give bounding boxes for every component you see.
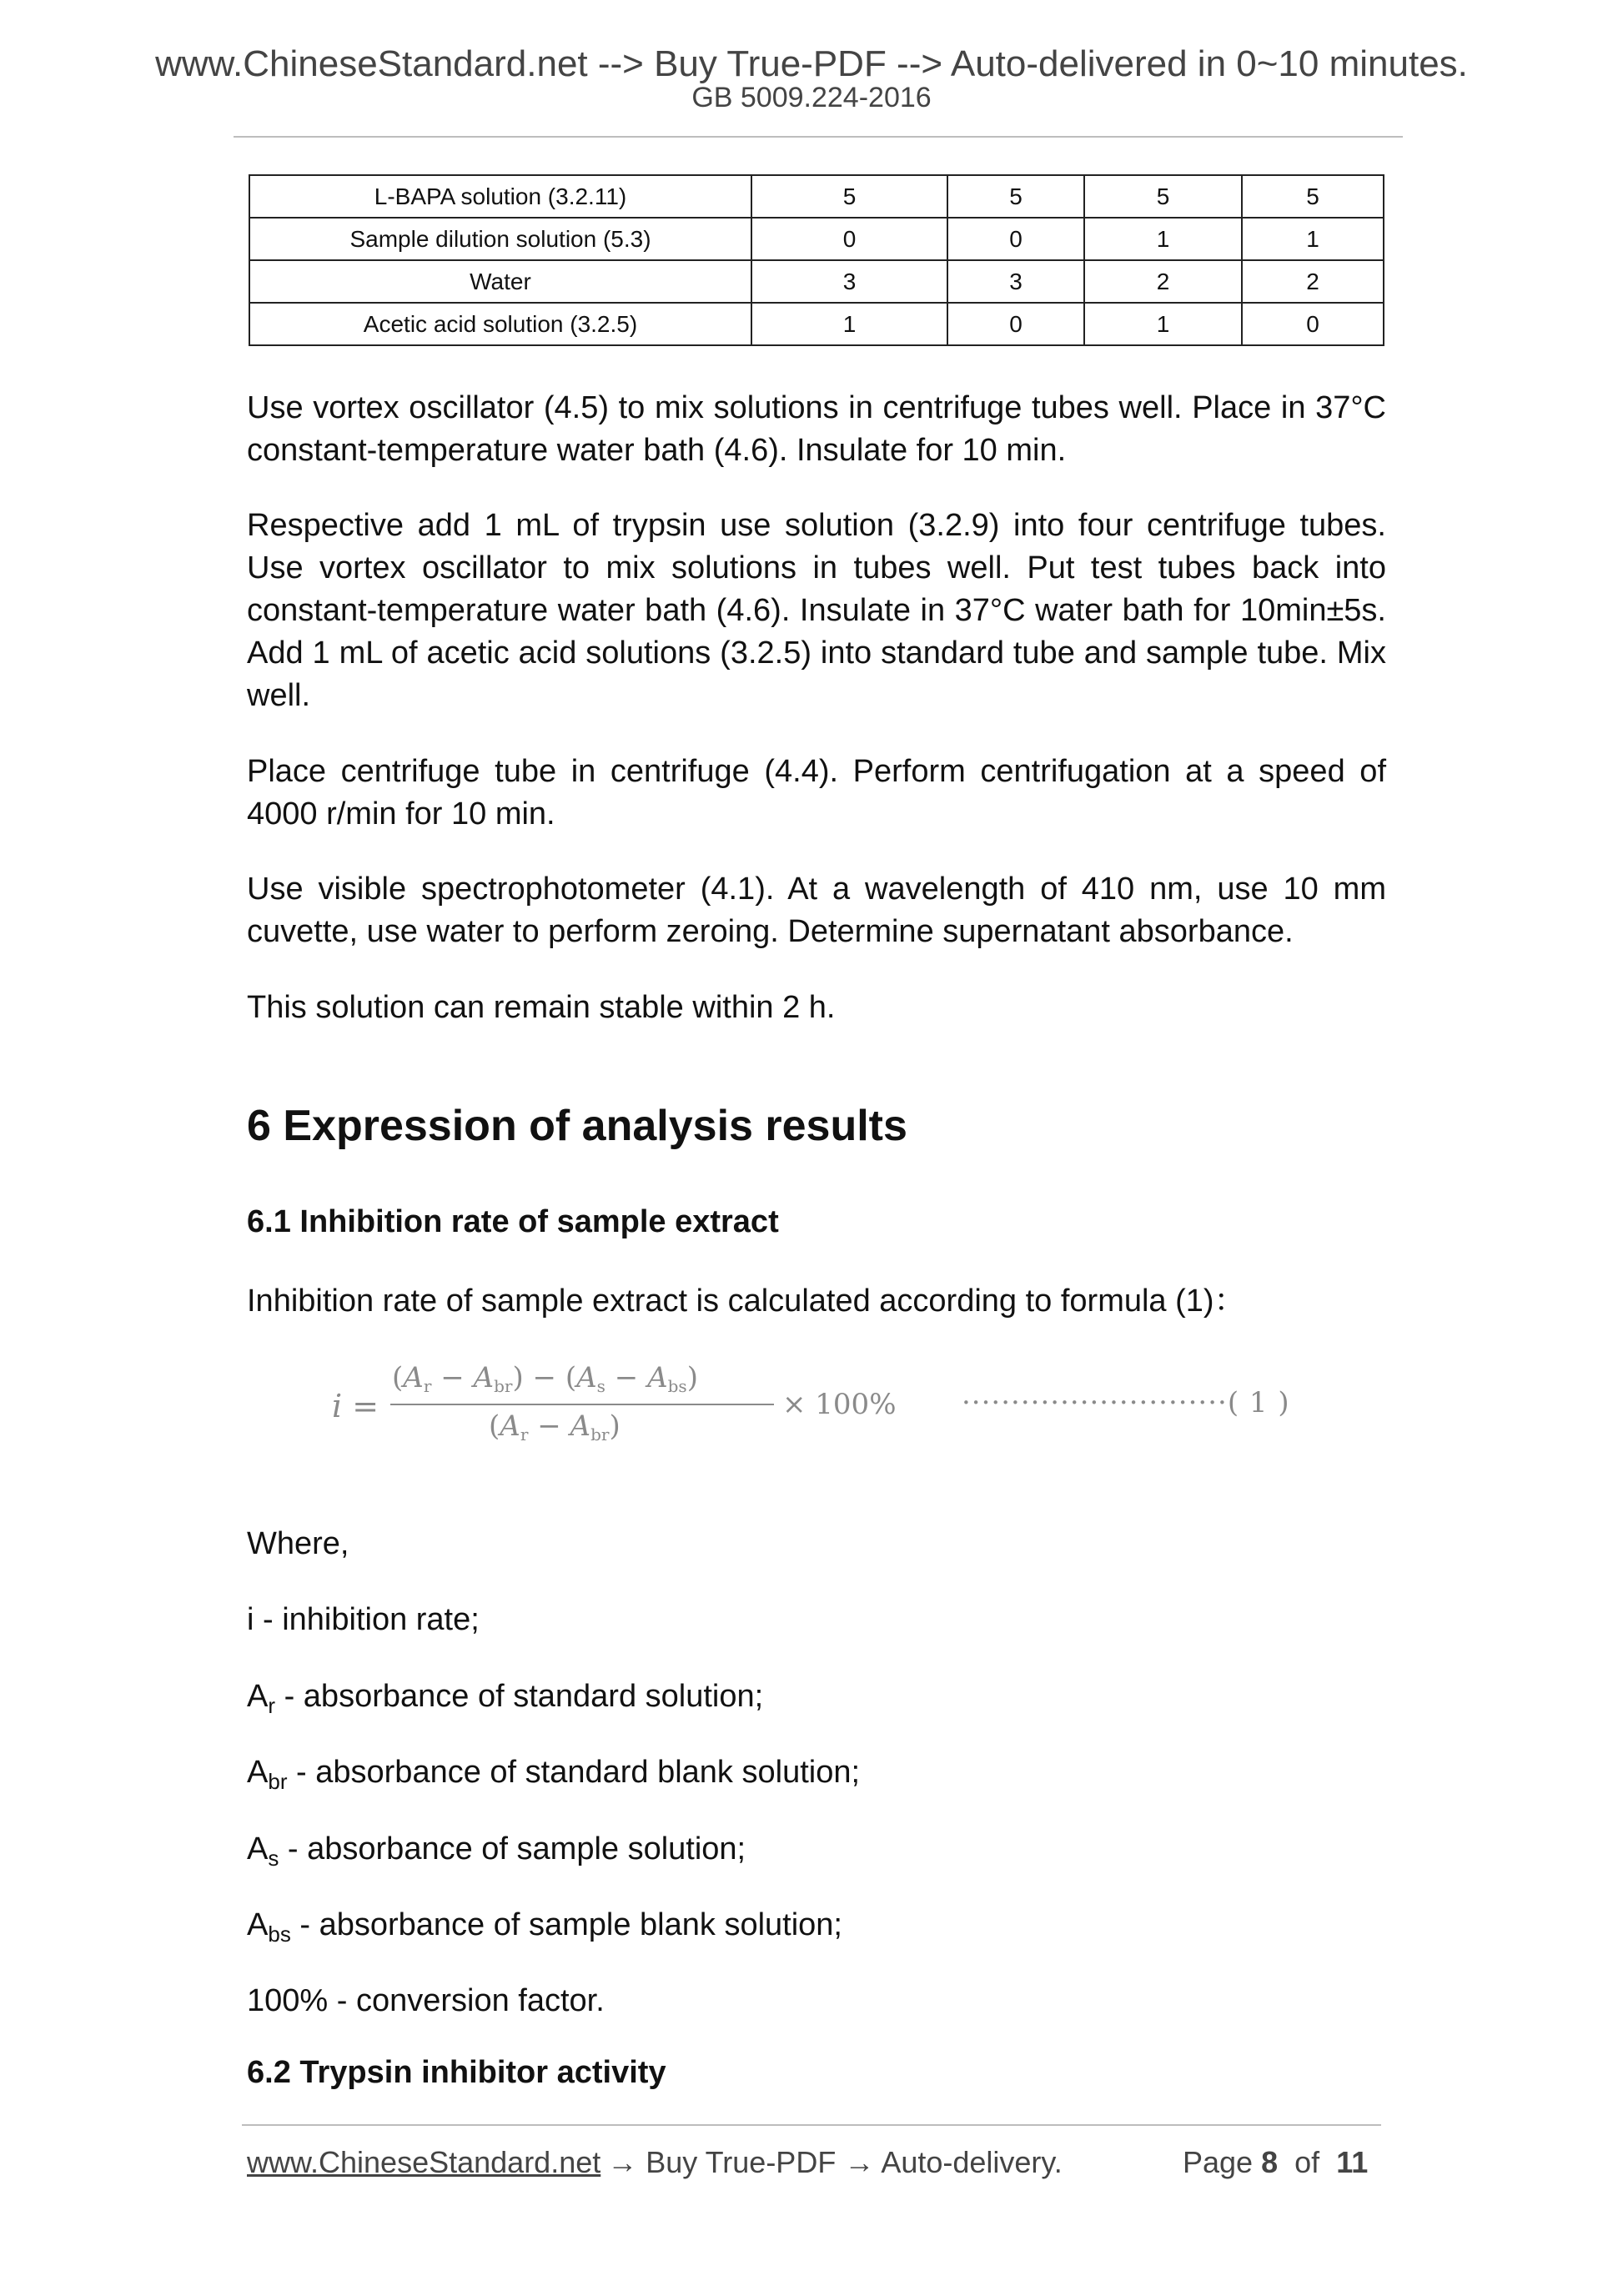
paragraph-centrifugation: Place centrifuge tube in centrifuge (4.4). Perform centrifugation at a speed of 4000 r/min for 10 min. [247, 754, 1386, 831]
formula-numerator: $(A_r - A_{br}) - (A_s - A_{bs})$ [392, 1361, 698, 1396]
definition-i: i - inhibition rate; [247, 1602, 480, 1637]
definition-as: $A_s$ - absorbance of sample solution; [247, 1831, 746, 1871]
definition-ar: $A_r$ - absorbance of standard solution; [247, 1679, 764, 1718]
formula-1 [332, 1359, 1391, 1451]
document-code: GB 5009.224-2016 [691, 82, 932, 113]
formula-lhs: i = [332, 1388, 379, 1424]
footer-site-link[interactable]: www.ChineseStandard.net [247, 2145, 601, 2179]
table-cell: 3 [947, 260, 1084, 303]
table-cell: 5 [1242, 175, 1384, 218]
paragraph-formula-intro: Inhibition rate of sample extract is calculated according to formula (1)： [247, 1284, 1246, 1319]
table-cell: 5 [947, 175, 1084, 218]
footer-page-info: Page 8 of 11 [1183, 2145, 1369, 2179]
arrow-icon: → [607, 2145, 638, 2179]
formula-percent-factor: × 100% [782, 1388, 897, 1421]
section-6-2-heading: 6.2 Trypsin inhibitor activity [247, 2055, 666, 2090]
arrow-icon: → [844, 2145, 875, 2179]
table-cell: 2 [1084, 260, 1242, 303]
reagent-table [249, 174, 1384, 346]
section-6-1-heading: 6.1 Inhibition rate of sample extract [247, 1204, 779, 1239]
formula-denominator: $(A_r - A_{br})$ [489, 1409, 621, 1444]
table-cell: 0 [947, 303, 1084, 345]
header-banner: www.ChineseStandard.net --> Buy True-PDF --> Auto-delivered in 0~10 minutes. [155, 43, 1468, 84]
table-cell: 1 [1242, 218, 1384, 260]
table-cell: 1 [1084, 218, 1242, 260]
table-cell: 0 [751, 218, 947, 260]
page-number: 8 [1261, 2145, 1279, 2179]
table-cell-label: L-BAPA solution (3.2.11) [249, 175, 751, 218]
table-row [249, 303, 1384, 345]
paragraph-trypsin-addition: Respective add 1 mL of trypsin use solution (3.2.9) into four centrifuge tubes. Use vortex oscillator to mix solutions in tubes well. Put test tubes back into constant-temperature water bath (4.6). Insulate in 37°C water bath for 10min±5s. Add 1 mL of acetic acid solutions (3.2.5) into standard tube and sample tube. Mix well. [247, 508, 1386, 713]
formula-leader: ···························( 1 ) [962, 1386, 1290, 1419]
page-total: 11 [1336, 2145, 1369, 2179]
table-cell: 5 [751, 175, 947, 218]
table-cell: 0 [947, 218, 1084, 260]
table-row [249, 175, 1384, 218]
definition-abr: $A_{br}$ - absorbance of standard blank solution; [247, 1755, 861, 1794]
footer-divider [242, 2124, 1381, 2126]
table-row [249, 218, 1384, 260]
paragraph-vortex-mix: Use vortex oscillator (4.5) to mix solutions in centrifuge tubes well. Place in 37°C constant-temperature water bath (4.6). Insulate for 10 min. [247, 390, 1386, 468]
header-divider [234, 136, 1403, 138]
definition-abs: $A_{bs}$ - absorbance of sample blank solution; [247, 1907, 842, 1947]
paragraph-where: Where, [247, 1526, 349, 1561]
paragraph-absorbance: Use visible spectrophotometer (4.1). At a wavelength of 410 nm, use 10 mm cuvette, use water to perform zeroing. Determine supernatant absorbance. [247, 872, 1386, 949]
formula-number: ( 1 ) [1227, 1386, 1290, 1419]
table-cell-label: Water [249, 260, 751, 303]
definition-conversion: 100% - conversion factor. [247, 1983, 605, 2018]
table-cell-label: Acetic acid solution (3.2.5) [249, 303, 751, 345]
table-cell-label: Sample dilution solution (5.3) [249, 218, 751, 260]
table-cell: 1 [1084, 303, 1242, 345]
paragraph-stability: This solution can remain stable within 2 h. [247, 990, 836, 1025]
section-6-heading: 6 Expression of analysis results [247, 1102, 907, 1150]
table-cell: 0 [1242, 303, 1384, 345]
table-cell: 2 [1242, 260, 1384, 303]
table-row [249, 260, 1384, 303]
table-cell: 5 [1084, 175, 1242, 218]
footer-links: www.ChineseStandard.net → Buy True-PDF → Auto-delivery. [247, 2145, 1063, 2179]
table-cell: 3 [751, 260, 947, 303]
fraction-bar [390, 1404, 774, 1405]
table-cell: 1 [751, 303, 947, 345]
